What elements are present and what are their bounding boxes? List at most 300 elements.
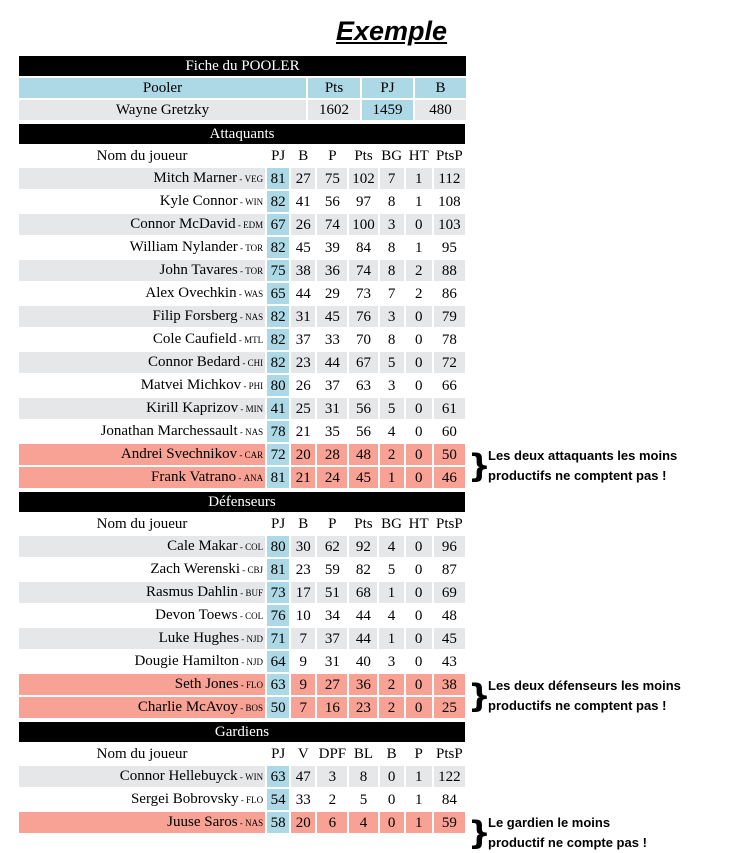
column-header: PtsP: [435, 516, 463, 532]
stat-p: 16: [317, 697, 347, 718]
team-code: CBJ: [247, 565, 264, 575]
team-separator: -: [241, 381, 249, 391]
column-header: Nom du joueur: [96, 516, 188, 532]
stat-ptsp: 48: [434, 605, 465, 626]
stat-ptsp: 87: [434, 559, 465, 580]
stat-ht: 0: [406, 559, 432, 580]
stat-b: 26: [291, 214, 315, 235]
stat-bg: 1: [380, 467, 404, 488]
player-name-cell: [19, 191, 265, 212]
stat-bg: 1: [379, 628, 403, 649]
player-name-cell: [19, 467, 265, 488]
team-separator: -: [237, 174, 245, 184]
stat-ptsp: 79: [434, 306, 465, 327]
team-code: NAS: [245, 312, 264, 322]
stat-ptsp: 38: [434, 674, 465, 695]
stat-b: 23: [291, 352, 315, 373]
column-header: B: [298, 148, 309, 164]
stat-ht: 0: [406, 651, 432, 672]
column-header: DPF: [318, 746, 347, 762]
stat-b: 26: [291, 375, 315, 396]
stat-pts: 56: [349, 398, 377, 419]
player-name: Zach Werenski: [150, 561, 241, 577]
stat-pj: 81: [267, 559, 289, 580]
stat-p: 59: [317, 559, 347, 580]
column-header-row: [19, 146, 465, 166]
team-separator: -: [237, 427, 246, 437]
stat-ptsp: 122: [434, 766, 465, 787]
stat-p: 39: [317, 237, 347, 258]
stat-b: 20: [291, 444, 315, 465]
stat-ht: 0: [406, 605, 432, 626]
player-name: Matvei Michkov: [140, 377, 242, 393]
page-title: Exemple: [336, 16, 448, 46]
team-code: FLO: [246, 795, 264, 805]
pooler-header-name: Pooler: [19, 78, 306, 98]
stat-bg: 2: [380, 444, 404, 465]
stat-pj: 73: [267, 582, 289, 603]
stat-pj: 75: [267, 260, 289, 281]
player-row: [19, 651, 465, 672]
pooler-pts: 1602: [308, 100, 360, 120]
team-separator: -: [240, 565, 248, 575]
stat-ptsp: 108: [434, 191, 465, 212]
team-code: COL: [245, 611, 264, 621]
column-header: HT: [408, 148, 429, 164]
stat-b: 38: [291, 260, 315, 281]
team-separator: -: [240, 358, 248, 368]
stat-pj: 80: [267, 536, 289, 557]
player-name: Seth Jones: [174, 676, 239, 692]
player-name-cell: [19, 421, 265, 442]
team-separator: -: [238, 588, 246, 598]
stat-dpf: 3: [317, 766, 347, 787]
stat-pj: 71: [267, 628, 289, 649]
player-name: Rasmus Dahlin: [145, 584, 239, 600]
stat-p: 56: [317, 191, 347, 212]
player-row: [19, 398, 465, 419]
player-name-cell: [19, 651, 265, 672]
player-name: William Nylander: [129, 239, 238, 255]
stat-pj: 64: [267, 651, 289, 672]
stat-ht: 0: [406, 674, 432, 695]
player-name-cell: [19, 168, 265, 189]
team-code: VEG: [244, 174, 264, 184]
team-code: MTL: [244, 335, 264, 345]
stat-b: 21: [291, 421, 315, 442]
gardiens-note-line-2: productif ne compte pas !: [488, 835, 647, 850]
stat-ht: 2: [406, 260, 432, 281]
stat-ptsp: 112: [434, 168, 465, 189]
stat-ht: 0: [406, 214, 432, 235]
player-name: Alex Ovechkin: [145, 285, 237, 301]
stat-pj: 82: [267, 306, 289, 327]
player-name: Mitch Marner: [153, 170, 238, 186]
stat-bg: 3: [379, 651, 403, 672]
gardiens-note-line-1: Le gardien le moins: [488, 815, 611, 830]
stat-pts: 68: [349, 582, 377, 603]
player-row: [19, 329, 465, 350]
attaquants-note-line-2: productifs ne comptent pas !: [488, 468, 667, 483]
stat-ht: 1: [406, 168, 432, 189]
player-row: [19, 214, 465, 235]
stat-ht: 0: [406, 421, 432, 442]
stat-bg: 5: [380, 398, 404, 419]
stat-bg: 4: [379, 605, 403, 626]
pooler-header-b: B: [415, 78, 466, 98]
gardiens-note: [468, 813, 647, 853]
column-header-row: [19, 744, 465, 764]
player-row: [19, 766, 465, 787]
team-code: TOR: [245, 266, 264, 276]
player-name-cell: [19, 214, 265, 235]
player-name: Connor Hellebuyck: [119, 768, 238, 784]
player-name-cell: [19, 306, 265, 327]
player-name: Cale Makar: [167, 538, 238, 554]
player-name: Dougie Hamilton: [134, 653, 240, 669]
column-header: BL: [353, 746, 374, 762]
stat-b: 41: [291, 191, 315, 212]
team-separator: -: [237, 243, 246, 253]
stat-bg: 5: [380, 352, 404, 373]
stat-b: 44: [291, 283, 315, 304]
pooler-table: [17, 54, 468, 122]
player-name: Connor Bedard: [148, 354, 241, 370]
stat-pj: 50: [267, 697, 289, 718]
defenseurs-note-line-2: productifs ne comptent pas !: [488, 698, 667, 713]
player-name-cell: [19, 398, 265, 419]
stat-ptsp: 72: [434, 352, 465, 373]
player-name: Charlie McAvoy: [137, 699, 239, 715]
stat-ht: 0: [406, 536, 432, 557]
team-separator: -: [235, 220, 244, 230]
player-name-cell: [19, 766, 265, 787]
stat-p: 1: [406, 812, 432, 833]
stat-p: 51: [317, 582, 347, 603]
stat-p: 45: [317, 306, 347, 327]
excluded-player-row: [19, 467, 465, 488]
player-row: [19, 375, 465, 396]
player-row: [19, 260, 465, 281]
stat-pts: 76: [349, 306, 377, 327]
stat-pj: 82: [267, 237, 289, 258]
column-header: B: [386, 746, 397, 762]
team-separator: -: [238, 703, 246, 713]
stat-pts: 63: [349, 375, 377, 396]
stat-p: 37: [317, 628, 347, 649]
stat-p: 33: [317, 329, 347, 350]
player-name-cell: [19, 582, 265, 603]
player-name-cell: [19, 375, 265, 396]
stat-b: 31: [291, 306, 315, 327]
stat-ptsp: 95: [434, 237, 465, 258]
stat-pj: 67: [267, 214, 289, 235]
stat-b: 10: [291, 605, 315, 626]
team-code: TOR: [245, 243, 264, 253]
team-code: MIN: [245, 404, 264, 414]
stat-pts: 102: [349, 168, 377, 189]
column-header: PtsP: [436, 148, 463, 164]
stat-p: 37: [317, 375, 347, 396]
stat-b: 45: [291, 237, 315, 258]
stat-ht: 0: [406, 329, 432, 350]
team-code: ANA: [243, 473, 264, 483]
gardiens-table: [17, 720, 467, 835]
team-separator: -: [236, 289, 245, 299]
stat-p: 74: [317, 214, 347, 235]
tables-column: [17, 54, 467, 835]
team-code: CAR: [244, 450, 264, 460]
team-separator: -: [237, 818, 246, 828]
stat-pj: 65: [267, 283, 289, 304]
stat-ht: 0: [406, 398, 432, 419]
player-name: Kirill Kaprizov: [146, 400, 239, 416]
stat-ptsp: 59: [434, 812, 465, 833]
stat-bg: 7: [380, 168, 404, 189]
stat-pj: 80: [267, 375, 289, 396]
team-code: NJD: [246, 657, 264, 667]
stat-bg: 2: [379, 674, 403, 695]
player-row: [19, 352, 465, 373]
team-code: EDM: [243, 220, 264, 230]
stat-b: 27: [291, 168, 315, 189]
stat-pts: 67: [349, 352, 377, 373]
stat-bg: 3: [380, 375, 404, 396]
stat-p: 44: [317, 352, 347, 373]
column-header: BG: [381, 516, 402, 532]
column-header: P: [328, 148, 337, 164]
team-separator: -: [238, 795, 247, 805]
player-name: Filip Forsberg: [152, 308, 238, 324]
excluded-player-row: [19, 444, 465, 465]
defenseurs-section-title: Défenseurs: [19, 492, 465, 512]
stat-pj: 76: [267, 605, 289, 626]
team-separator: -: [238, 680, 247, 690]
stat-pts: 40: [349, 651, 377, 672]
stat-ht: 1: [406, 191, 432, 212]
stat-ht: 0: [406, 375, 432, 396]
stat-pts: 82: [349, 559, 377, 580]
player-name-cell: [19, 329, 265, 350]
stat-ptsp: 96: [434, 536, 465, 557]
attaquants-note: [468, 446, 677, 486]
team-code: PHI: [248, 381, 264, 391]
team-separator: -: [237, 450, 245, 460]
column-header: PJ: [271, 746, 286, 762]
stat-bl: 8: [349, 766, 377, 787]
stat-ptsp: 43: [434, 651, 465, 672]
stat-ht: 0: [406, 467, 432, 488]
stat-ht: 0: [406, 582, 432, 603]
pooler-header-pts: Pts: [308, 78, 360, 98]
stat-ptsp: 66: [434, 375, 465, 396]
brace-icon: }: [468, 677, 491, 715]
stat-bg: 8: [380, 329, 404, 350]
player-name-cell: [19, 605, 265, 626]
player-name: Frank Vatrano: [151, 469, 237, 485]
stat-b: 21: [291, 467, 315, 488]
stat-pts: 44: [349, 605, 377, 626]
player-name-cell: [19, 237, 265, 258]
stat-dpf: 6: [317, 812, 347, 833]
player-row: [19, 168, 465, 189]
stat-pts: 45: [349, 467, 377, 488]
brace-icon: }: [468, 814, 491, 852]
team-separator: -: [237, 266, 246, 276]
player-name: Cole Caufield: [152, 331, 237, 347]
stat-pj: 82: [267, 191, 289, 212]
player-name: Jonathan Marchessault: [100, 423, 238, 439]
player-name: Andrei Svechnikov: [120, 446, 238, 462]
player-name-cell: [19, 559, 265, 580]
stat-pts: 74: [349, 260, 377, 281]
stat-p: 31: [317, 651, 347, 672]
stat-ptsp: 103: [434, 214, 465, 235]
defenseurs-note-line-1: Les deux défenseurs les moins: [488, 678, 681, 693]
stat-pts: 73: [349, 283, 377, 304]
team-code: BOS: [245, 703, 264, 713]
player-name: Luke Hughes: [158, 630, 240, 646]
pooler-section-title: Fiche du POOLER: [19, 56, 466, 76]
team-code: WAS: [244, 289, 264, 299]
stat-ptsp: 50: [434, 444, 465, 465]
stat-b: 30: [291, 536, 315, 557]
stat-pj: 81: [267, 467, 289, 488]
pooler-b: 480: [415, 100, 466, 120]
stat-p: 75: [317, 168, 347, 189]
player-row: [19, 559, 465, 580]
stat-p: 1: [406, 766, 432, 787]
attaquants-note-line-1: Les deux attaquants les moins: [488, 448, 678, 463]
stat-p: 24: [317, 467, 347, 488]
team-separator: -: [239, 657, 247, 667]
stat-p: 35: [317, 421, 347, 442]
player-name: John Tavares: [159, 262, 238, 278]
stat-p: 1: [406, 789, 432, 810]
team-code: NAS: [245, 427, 264, 437]
stat-pj: 63: [267, 674, 289, 695]
player-name-cell: [19, 697, 265, 718]
team-separator: -: [237, 312, 246, 322]
column-header: B: [298, 516, 309, 532]
player-name-cell: [19, 674, 265, 695]
team-separator: -: [236, 335, 245, 345]
stat-b: 23: [291, 559, 315, 580]
stat-b: 9: [291, 651, 315, 672]
stat-bg: 4: [380, 421, 404, 442]
stat-b: 7: [291, 697, 315, 718]
excluded-player-row: [19, 812, 465, 833]
stat-p: 31: [317, 398, 347, 419]
stat-pj: 72: [267, 444, 289, 465]
player-row: [19, 605, 465, 626]
player-row: [19, 628, 465, 649]
stat-ptsp: 84: [434, 789, 465, 810]
team-separator: -: [238, 404, 246, 414]
player-name-cell: [19, 536, 265, 557]
team-code: FLO: [246, 680, 264, 690]
stat-pj: 63: [267, 766, 289, 787]
stat-bl: 5: [349, 789, 377, 810]
excluded-player-row: [19, 697, 465, 718]
attaquants-table: [17, 122, 467, 490]
stat-pts: 48: [349, 444, 377, 465]
column-header: P: [414, 746, 423, 762]
team-code: COL: [245, 542, 264, 552]
stat-v: 47: [291, 766, 315, 787]
team-code: NAS: [245, 818, 264, 828]
stat-pj: 82: [267, 329, 289, 350]
stat-pts: 44: [349, 628, 377, 649]
stat-p: 34: [317, 605, 347, 626]
column-header-row: [19, 514, 465, 534]
stat-ptsp: 88: [434, 260, 465, 281]
stat-pj: 54: [267, 789, 289, 810]
team-code: NJD: [246, 634, 264, 644]
stat-ptsp: 86: [434, 283, 465, 304]
player-row: [19, 191, 465, 212]
pooler-name: Wayne Gretzky: [19, 100, 306, 120]
stat-pts: 56: [349, 421, 377, 442]
column-header: V: [297, 746, 309, 762]
stat-bg: 8: [380, 191, 404, 212]
stat-ptsp: 45: [434, 628, 465, 649]
player-name: Sergei Bobrovsky: [130, 791, 239, 807]
pooler-header-pj: PJ: [362, 78, 413, 98]
player-name-cell: [19, 283, 265, 304]
stat-pj: 58: [267, 812, 289, 833]
column-header: Pts: [354, 148, 373, 164]
stat-p: 28: [317, 444, 347, 465]
stat-pj: 41: [267, 398, 289, 419]
team-code: CHI: [247, 358, 264, 368]
player-row: [19, 283, 465, 304]
stat-bg: 7: [380, 283, 404, 304]
column-header: Pts: [354, 516, 373, 532]
column-header: Nom du joueur: [96, 148, 188, 164]
player-row: [19, 421, 465, 442]
stat-b: 0: [380, 766, 404, 787]
stat-b: 17: [291, 582, 315, 603]
stat-ptsp: 46: [434, 467, 465, 488]
stat-bg: 3: [380, 306, 404, 327]
brace-icon: }: [468, 447, 491, 485]
excluded-player-row: [19, 674, 465, 695]
stat-ptsp: 69: [434, 582, 465, 603]
stat-pj: 82: [267, 352, 289, 373]
player-name: Devon Toews: [155, 607, 238, 623]
stat-ptsp: 60: [434, 421, 465, 442]
column-header: PJ: [271, 516, 286, 532]
player-name: Kyle Connor: [159, 193, 238, 209]
stat-b: 37: [291, 329, 315, 350]
team-code: WIN: [245, 197, 264, 207]
stat-pts: 92: [349, 536, 377, 557]
stat-p: 62: [317, 536, 347, 557]
stat-bg: 5: [379, 559, 403, 580]
stat-bg: 1: [379, 582, 403, 603]
player-row: [19, 582, 465, 603]
stat-b: 9: [291, 674, 315, 695]
stat-bg: 8: [380, 237, 404, 258]
player-row: [19, 237, 465, 258]
team-separator: -: [237, 197, 246, 207]
stat-pts: 84: [349, 237, 377, 258]
team-separator: -: [237, 611, 246, 621]
player-name: Juuse Saros: [167, 814, 238, 830]
stat-p: 27: [317, 674, 347, 695]
player-name: Connor McDavid: [130, 216, 236, 232]
